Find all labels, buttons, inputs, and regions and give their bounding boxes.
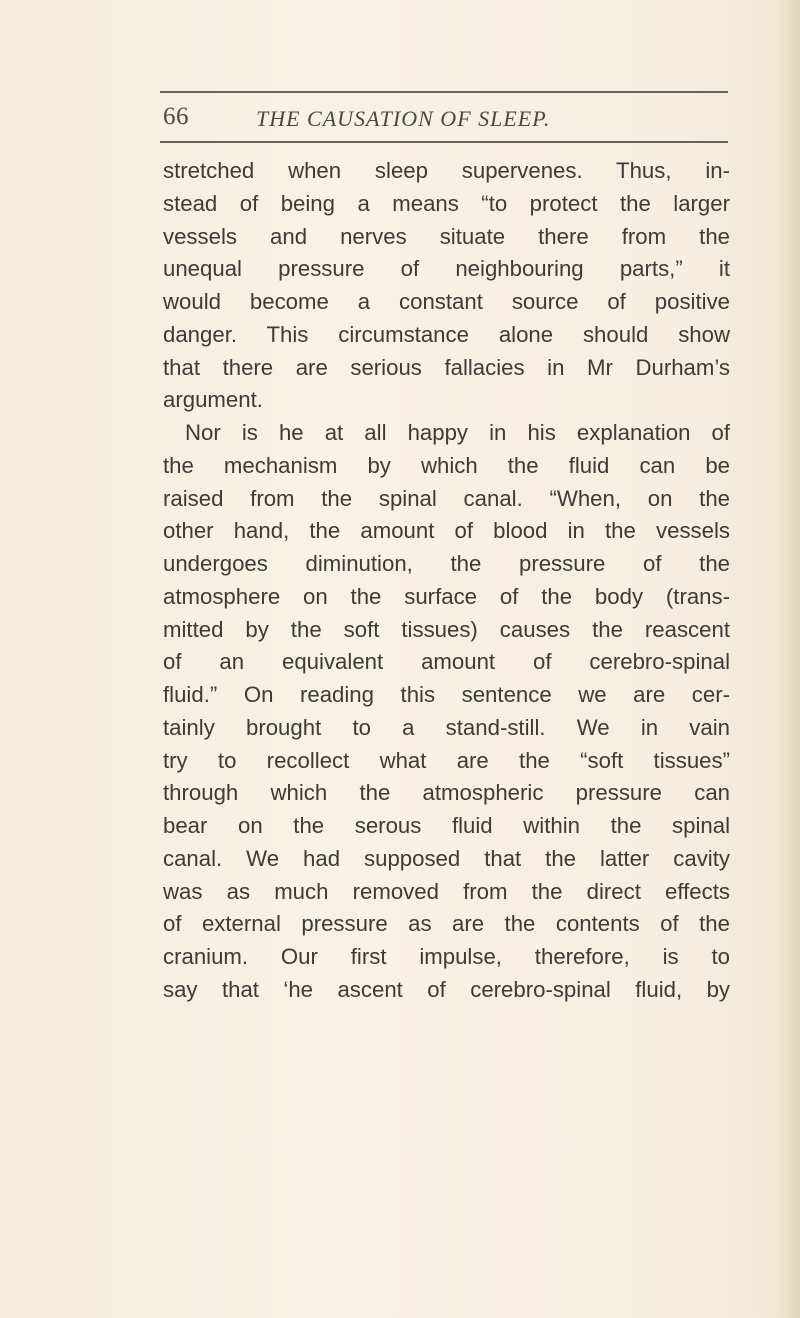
- header-top-rule: [160, 91, 728, 93]
- text-line: mitted by the soft tissues) causes the reascent: [163, 616, 730, 642]
- running-header: [163, 103, 728, 137]
- text-line: fluid.” On reading this sentence we are cer-: [163, 682, 730, 707]
- text-line: cranium. Our first impulse, therefore, is to: [163, 944, 730, 969]
- text-line: vessels and nerves situate there from the: [163, 223, 730, 249]
- text-line: stead of being a means “to protect the larger: [163, 190, 730, 216]
- text-line: undergoes diminution, the pressure of the: [163, 551, 730, 576]
- page-edge-shadow: [778, 0, 800, 1318]
- page-number: 66: [163, 103, 189, 130]
- text-line: bear on the serous fluid within the spinal: [163, 813, 730, 838]
- text-line: stretched when sleep supervenes. Thus, in-: [163, 158, 730, 183]
- body-text: [163, 155, 730, 1007]
- text-line: unequal pressure of neighbouring parts,” it: [163, 256, 730, 282]
- text-line: say that ‘he ascent of cerebro-spinal fluid, by: [163, 976, 730, 1002]
- running-title: THE CAUSATION OF SLEEP.: [256, 106, 551, 131]
- text-line: danger. This circumstance alone should show: [163, 321, 730, 347]
- text-line: tainly brought to a stand-still. We in vain: [163, 714, 730, 740]
- text-line: try to recollect what are the “soft tissues”: [163, 747, 730, 773]
- text-line: other hand, the amount of blood in the vessels: [163, 518, 730, 544]
- text-line: that there are serious fallacies in Mr Durham’s: [163, 354, 730, 380]
- text-line: of an equivalent amount of cerebro-spinal: [163, 649, 730, 675]
- text-line: was as much removed from the direct effects: [163, 878, 730, 904]
- text-line: Nor is he at all happy in his explanation of: [185, 420, 730, 445]
- text-line: raised from the spinal canal. “When, on the: [163, 485, 730, 511]
- text-line: of external pressure as are the contents of the: [163, 911, 730, 937]
- text-line: atmosphere on the surface of the body (trans-: [163, 583, 730, 609]
- text-line: canal. We had supposed that the latter cavity: [163, 845, 730, 871]
- text-line: argument.: [163, 387, 263, 413]
- text-line: would become a constant source of positive: [163, 289, 730, 314]
- text-line: the mechanism by which the fluid can be: [163, 452, 730, 478]
- text-line: through which the atmospheric pressure can: [163, 780, 730, 806]
- header-bottom-rule: [160, 141, 728, 143]
